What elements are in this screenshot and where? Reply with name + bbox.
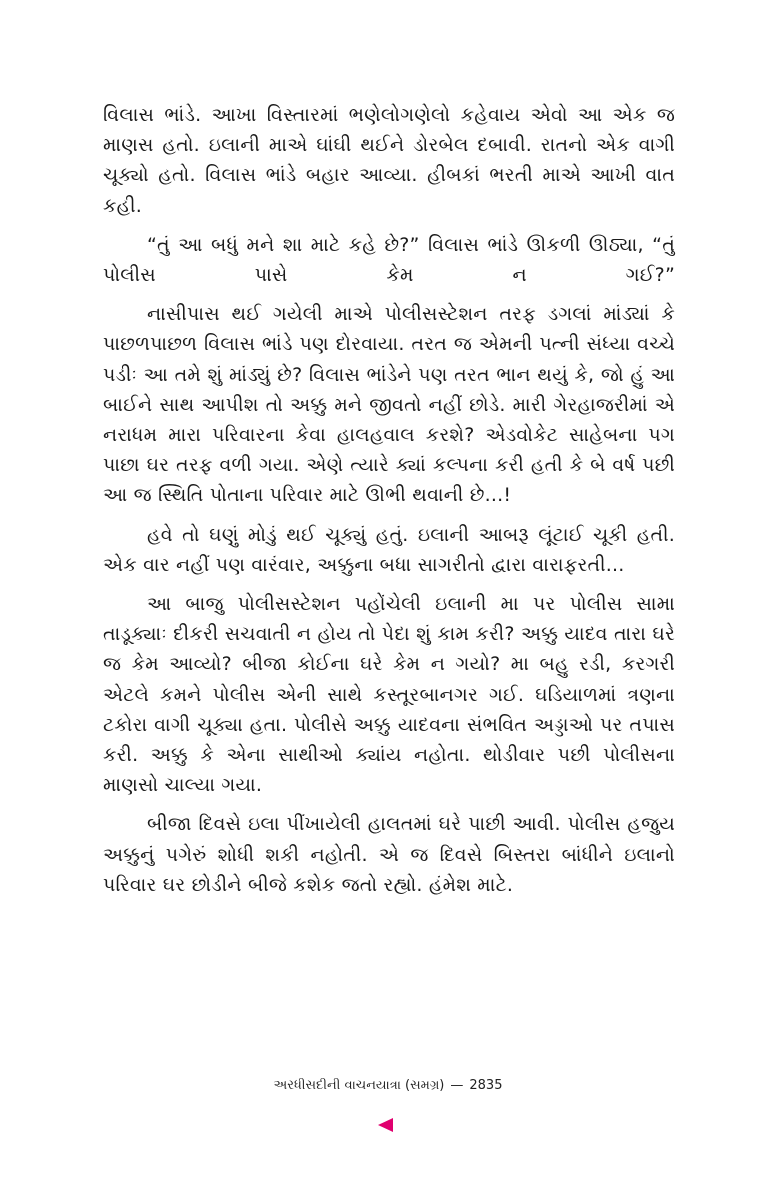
paragraph-2: “તું આ બધું મને શા માટે કહે છે?” વિલાસ ભાંડે ઊકળી ઊઠ્યા, “તું પોલીસ પાસે કેમ ન ગઈ?”	[103, 233, 675, 287]
page-footer	[0, 1078, 776, 1093]
page-number: 2835	[469, 1078, 503, 1093]
footer-separator: —	[450, 1078, 464, 1093]
prev-page-icon[interactable]	[378, 1118, 393, 1132]
book-title: અરધીસદીની વાચનયાત્રા (સમગ્ર)	[273, 1078, 445, 1093]
paragraph-3: નાસીપાસ થઈ ગયેલી માએ પોલીસસ્ટેશન તરફ ડગલાં માંડ્યાં કે પાછળપાછળ વિલાસ ભાંડે પણ દોરવાયા. તરત જ એમની પત્ની સંધ્યા વચ્ચે પડીઃ આ તમે શું માંડ્યું છે? વિલાસ ભાંડેને પણ તરત ભાન થયું કે, જો હું આ બાઈને સાથ આપીશ તો અક્કુ મને જીવતો નહીં છોડે. મારી ગેરહાજરીમાં એ નરાધમ મારા પરિવારના કેવા હાલહવાલ કરશે? એડવોકેટ સાહેબના પગ પાછા ઘર તરફ વળી ગયા. એણે ત્યારે ક્યાં કલ્પના કરી હતી કે બે વર્ષ પછી આ જ સ્થિતિ પોતાના પરિવાર માટે ઊભી થવાની છે...!	[103, 303, 675, 507]
paragraph-6: બીજા દિવસે ઇલા પીંખાયેલી હાલતમાં ઘરે પાછી આવી. પોલીસ હજુય અક્કુનું પગેરું શોધી શકી નહોતી. એ જ દિવસે બિસ્તરા બાંધીને ઇલાનો પરિવાર ઘર છોડીને બીજે કશેક જતો રહ્યો. હંમેશ માટે.	[103, 813, 675, 896]
page-body	[103, 100, 675, 909]
paragraph-4: હવે તો ઘણું મોડું થઈ ચૂક્યું હતું. ઇલાની આબરૂ લૂંટાઈ ચૂકી હતી. એક વાર નહીં પણ વારંવાર, અક્કુના બધા સાગરીતો દ્વારા વારાફરતી...	[103, 523, 675, 576]
paragraph-1: વિલાસ ભાંડે. આખા વિસ્તારમાં ભણેલોગણેલો કહેવાય એવો આ એક જ માણસ હતો. ઇલાની માએ ઘાંઘી થઈને ડોરબેલ દબાવી. રાતનો એક વાગી ચૂક્યો હતો. વિલાસ ભાંડે બહાર આવ્યા. હીબકાં ભરતી માએ આખી વાત કહી.	[103, 104, 675, 217]
paragraph-5: આ બાજુ પોલીસસ્ટેશન પહોંચેલી ઇલાની મા પર પોલીસ સામા તાડૂક્યાઃ દીકરી સચવાતી ન હોય તો પેદા શું કામ કરી? અક્કુ યાદવ તારા ઘરે જ કેમ આવ્યો? બીજા કોઈના ઘરે કેમ ન ગયો? મા બહુ રડી, કરગરી એટલે કમને પોલીસ એની સાથે કસ્તૂરબાનગર ગઈ. ઘડિયાળમાં ત્રણના ટકોરા વાગી ચૂક્યા હતા. પોલીસે અક્કુ યાદવના સંભવિત અડ્ડાઓ પર તપાસ કરી. અક્કુ કે એના સાથીઓ ક્યાંય નહોતા. થોડીવાર પછી પોલીસના માણસો ચાલ્યા ગયા.	[103, 593, 675, 797]
